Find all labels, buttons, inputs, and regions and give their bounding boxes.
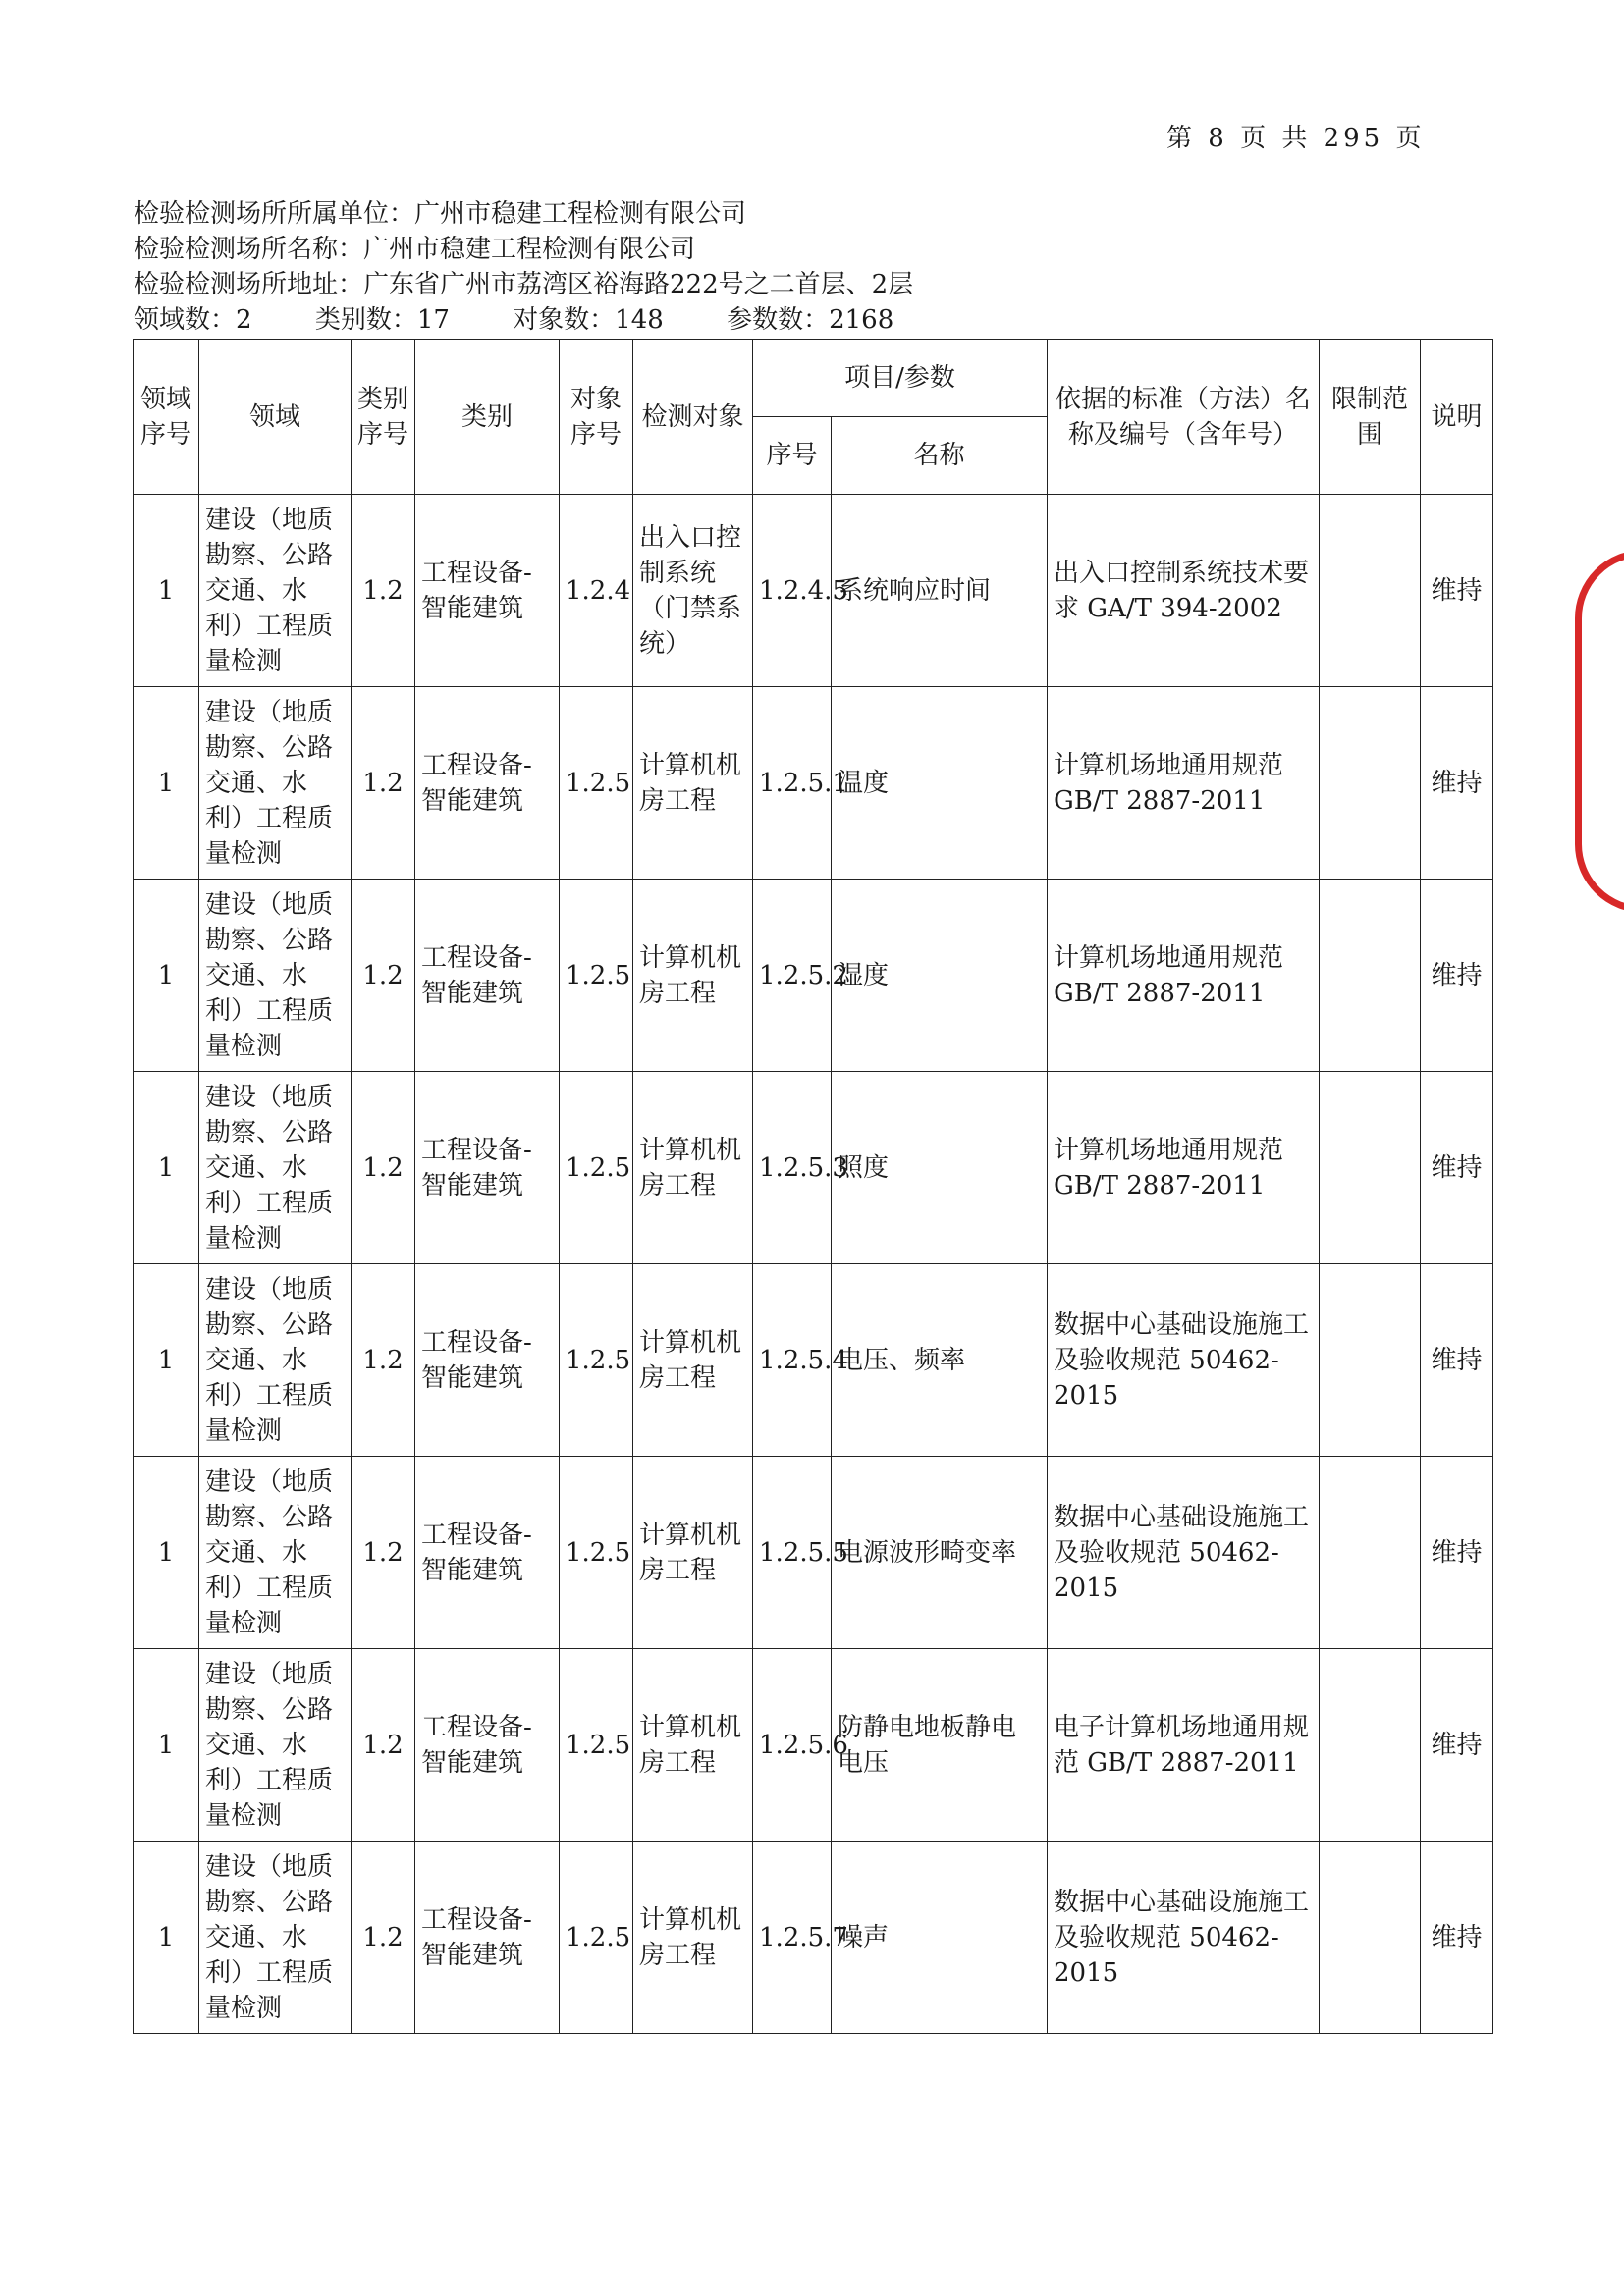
cell-category-no: 1.2 [352,880,415,1072]
table-row [134,1842,1493,2034]
cell-category-no: 1.2 [352,495,415,687]
cell-category-no: 1.2 [352,1264,415,1457]
table-row [134,1264,1493,1457]
table-row [134,687,1493,880]
cell-object: 计算机机房工程 [633,1649,753,1842]
cell-domain-no: 1 [134,495,199,687]
header-row [134,340,1493,417]
site-name-line: 检验检测场所名称：广州市稳建工程检测有限公司 [134,235,696,264]
cell-domain: 建设（地质勘察、公路交通、水利）工程质量检测 [199,1264,352,1457]
col-domain: 领域 [199,340,352,495]
cell-note: 维持 [1421,687,1493,880]
cell-object-no: 1.2.5 [560,1842,633,2034]
cell-param-name: 防静电地板静电电压 [832,1649,1048,1842]
col-domain-no: 领域序号 [134,340,199,495]
cell-domain-no: 1 [134,880,199,1072]
cell-domain-no: 1 [134,1457,199,1649]
parameter-count: 参数数：2168 [727,305,894,335]
cell-object: 计算机机房工程 [633,1072,753,1264]
table-row [134,1649,1493,1842]
cell-param-name: 温度 [832,687,1048,880]
cell-category-no: 1.2 [352,1457,415,1649]
cell-object-no: 1.2.5 [560,880,633,1072]
table-row [134,1072,1493,1264]
cell-object-no: 1.2.5 [560,1072,633,1264]
cell-standard: 电子计算机场地通用规范 GB/T 2887-2011 [1048,1649,1320,1842]
cell-standard: 数据中心基础设施施工及验收规范 50462-2015 [1048,1842,1320,2034]
cell-param-no: 1.2.5.6 [753,1649,832,1842]
cell-object-no: 1.2.5 [560,1264,633,1457]
cell-limit [1320,1457,1421,1649]
cell-param-name: 系统响应时间 [832,495,1048,687]
page-number: 第 8 页 共 295 页 [1166,124,1426,153]
inspection-table [133,339,1493,2034]
cell-category: 工程设备-智能建筑 [415,1649,560,1842]
cell-object-no: 1.2.5 [560,687,633,880]
cell-limit [1320,1072,1421,1264]
cell-param-name: 噪声 [832,1842,1048,2034]
owner-unit-line: 检验检测场所所属单位：广州市稳建工程检测有限公司 [134,199,747,229]
col-category: 类别 [415,340,560,495]
cell-domain: 建设（地质勘察、公路交通、水利）工程质量检测 [199,687,352,880]
cell-limit [1320,495,1421,687]
cell-object-no: 1.2.5 [560,1649,633,1842]
category-count: 类别数：17 [314,305,450,335]
cell-category: 工程设备-智能建筑 [415,495,560,687]
col-object-no: 对象序号 [560,340,633,495]
cell-object: 计算机机房工程 [633,880,753,1072]
object-count: 对象数：148 [513,305,664,335]
cell-param-no: 1.2.5.7 [753,1842,832,2034]
cell-param-no: 1.2.5.4 [753,1264,832,1457]
cell-note: 维持 [1421,1842,1493,2034]
cell-domain: 建设（地质勘察、公路交通、水利）工程质量检测 [199,1457,352,1649]
cell-domain-no: 1 [134,1842,199,2034]
cell-domain: 建设（地质勘察、公路交通、水利）工程质量检测 [199,495,352,687]
cell-param-no: 1.2.4.5 [753,495,832,687]
cell-limit [1320,1842,1421,2034]
cell-param-name: 电压、频率 [832,1264,1048,1457]
cell-category: 工程设备-智能建筑 [415,880,560,1072]
cell-standard: 出入口控制系统技术要求 GA/T 394-2002 [1048,495,1320,687]
col-limit: 限制范围 [1320,340,1421,495]
site-address-line: 检验检测场所地址：广东省广州市荔湾区裕海路222号之二首层、2层 [134,270,914,299]
cell-param-no: 1.2.5.1 [753,687,832,880]
cell-limit [1320,687,1421,880]
cell-category-no: 1.2 [352,687,415,880]
cell-category: 工程设备-智能建筑 [415,1264,560,1457]
col-param-name: 名称 [832,417,1048,495]
cell-object: 出入口控制系统（门禁系统） [633,495,753,687]
cell-category-no: 1.2 [352,1072,415,1264]
col-note: 说明 [1421,340,1493,495]
cell-category-no: 1.2 [352,1649,415,1842]
cell-note: 维持 [1421,1264,1493,1457]
cell-limit [1320,1649,1421,1842]
cell-param-name: 照度 [832,1072,1048,1264]
cell-standard: 计算机场地通用规范 GB/T 2887-2011 [1048,687,1320,880]
table-row [134,880,1493,1072]
cell-domain-no: 1 [134,1072,199,1264]
cell-domain: 建设（地质勘察、公路交通、水利）工程质量检测 [199,1072,352,1264]
cell-standard: 计算机场地通用规范 GB/T 2887-2011 [1048,1072,1320,1264]
cell-standard: 数据中心基础设施施工及验收规范 50462-2015 [1048,1457,1320,1649]
col-object: 检测对象 [633,340,753,495]
cell-category: 工程设备-智能建筑 [415,1457,560,1649]
cell-domain-no: 1 [134,1264,199,1457]
cell-limit [1320,1264,1421,1457]
cell-standard: 数据中心基础设施施工及验收规范 50462-2015 [1048,1264,1320,1457]
cell-param-no: 1.2.5.2 [753,880,832,1072]
header-info [134,196,948,338]
cell-object-no: 1.2.4 [560,495,633,687]
cell-domain: 建设（地质勘察、公路交通、水利）工程质量检测 [199,1649,352,1842]
cell-limit [1320,880,1421,1072]
col-standard: 依据的标准（方法）名称及编号（含年号） [1048,340,1320,495]
cell-object: 计算机机房工程 [633,1457,753,1649]
cell-note: 维持 [1421,1457,1493,1649]
cell-category: 工程设备-智能建筑 [415,1072,560,1264]
cell-object-no: 1.2.5 [560,1457,633,1649]
table-row [134,495,1493,687]
cell-category: 工程设备-智能建筑 [415,687,560,880]
domain-count: 领域数：2 [134,305,252,335]
cell-domain-no: 1 [134,687,199,880]
col-category-no: 类别序号 [352,340,415,495]
table-body [134,495,1493,2034]
cell-category-no: 1.2 [352,1842,415,2034]
cell-category: 工程设备-智能建筑 [415,1842,560,2034]
red-seal-stamp [1575,550,1624,913]
cell-domain-no: 1 [134,1649,199,1842]
col-param-no: 序号 [753,417,832,495]
cell-object: 计算机机房工程 [633,1264,753,1457]
cell-param-no: 1.2.5.5 [753,1457,832,1649]
cell-param-no: 1.2.5.3 [753,1072,832,1264]
cell-standard: 计算机场地通用规范 GB/T 2887-2011 [1048,880,1320,1072]
cell-note: 维持 [1421,1649,1493,1842]
cell-object: 计算机机房工程 [633,1842,753,2034]
cell-object: 计算机机房工程 [633,687,753,880]
cell-param-name: 电源波形畸变率 [832,1457,1048,1649]
cell-param-name: 湿度 [832,880,1048,1072]
cell-note: 维持 [1421,880,1493,1072]
counts-line [134,302,948,338]
table-row [134,1457,1493,1649]
cell-note: 维持 [1421,495,1493,687]
cell-note: 维持 [1421,1072,1493,1264]
cell-domain: 建设（地质勘察、公路交通、水利）工程质量检测 [199,1842,352,2034]
col-item-param: 项目/参数 [753,340,1048,417]
cell-domain: 建设（地质勘察、公路交通、水利）工程质量检测 [199,880,352,1072]
